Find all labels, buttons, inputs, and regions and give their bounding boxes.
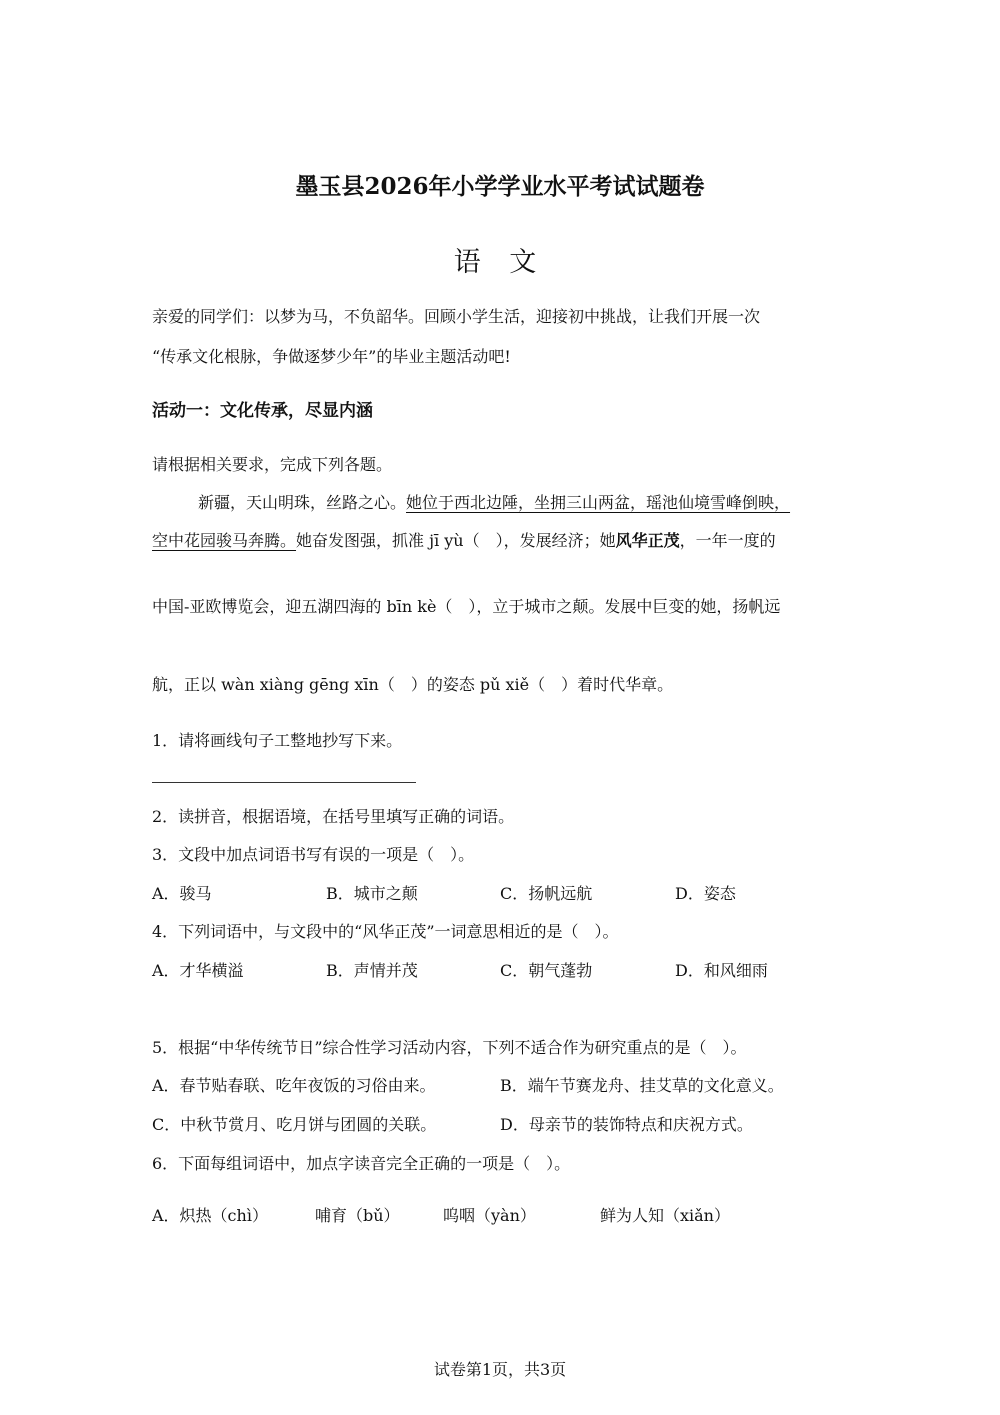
q5-option-b: B．端午节赛龙舟、挂艾草的文化意义。 — [500, 1076, 784, 1095]
q4-option-a: A．才华横溢 — [152, 961, 244, 980]
passage-text: 新疆，天山明珠，丝路之心。 — [198, 493, 407, 512]
q3-option-a: A．骏马 — [152, 884, 212, 903]
bold-phrase: 风华正茂 — [615, 531, 680, 550]
q6-option-c: 呜咽（yàn） — [443, 1206, 536, 1225]
underlined-sentence: 她位于西北边陲，坐拥三山两盆，瑶池仙境雪峰倒映， — [406, 493, 791, 512]
question-5: 5．根据“中华传统节日”综合性学习活动内容，下列不适合作为研究重点的是（ ）。 — [152, 1038, 747, 1057]
passage-line-4: 航，正以 wàn xiàng gēng xīn（ ）的姿态 pǔ xiě（ ）着时代华章。 — [152, 675, 674, 694]
question-2: 2．读拼音，根据语境，在括号里填写正确的词语。 — [152, 807, 515, 826]
intro-line-2: “传承文化根脉，争做逐梦少年”的毕业主题活动吧! — [152, 347, 511, 366]
passage-line-2 — [152, 528, 776, 551]
q3-option-c: C．扬帆远航 — [500, 884, 593, 903]
exam-title: 墨玉县2026年小学学业水平考试试题卷 — [295, 173, 705, 200]
q3-option-b: B．城市之颠 — [326, 884, 418, 903]
passage-text: 她奋发图强，抓准 jī yù（ ），发展经济；她 — [296, 531, 616, 550]
passage-line-1 — [198, 490, 790, 513]
intro-line-1: 亲爱的同学们：以梦为马，不负韶华。回顾小学生活，迎接初中挑战，让我们开展一次 — [152, 307, 761, 326]
subject-title: 语 文 — [453, 247, 547, 278]
underlined-sentence-end: 空中花园骏马奔腾。 — [152, 531, 297, 550]
question-3: 3．文段中加点词语书写有误的一项是（ ）。 — [152, 845, 475, 864]
activity-heading: 活动一：文化传承，尽显内涵 — [152, 401, 373, 421]
q4-option-d: D．和风细雨 — [675, 961, 768, 980]
question-6: 6．下面每组词语中，加点字读音完全正确的一项是（ ）。 — [152, 1154, 571, 1173]
question-4: 4．下列词语中，与文段中的“风华正茂”一词意思相近的是（ ）。 — [152, 922, 619, 941]
q4-option-b: B．声情并茂 — [326, 961, 418, 980]
q5-option-c: C．中秋节赏月、吃月饼与团圆的关联。 — [152, 1115, 437, 1134]
passage-text: ，一年一度的 — [679, 531, 776, 550]
answer-line — [152, 782, 416, 783]
q6-option-a: A．炽热（chì） — [152, 1206, 268, 1225]
q5-option-d: D．母亲节的装饰特点和庆祝方式。 — [500, 1115, 753, 1134]
question-1: 1．请将画线句子工整地抄写下来。 — [152, 731, 403, 750]
q4-option-c: C．朝气蓬勃 — [500, 961, 593, 980]
q6-option-d: 鲜为人知（xiǎn） — [600, 1206, 730, 1225]
q6-option-b: 哺育（bǔ） — [315, 1206, 400, 1225]
passage-line-3: 中国-亚欧博览会，迎五湖四海的 bīn kè（ ），立于城市之颠。发展中巨变的她，扬帆远 — [152, 597, 781, 616]
page-footer: 试卷第1页，共3页 — [433, 1360, 567, 1379]
instruction-text: 请根据相关要求，完成下列各题。 — [152, 455, 393, 474]
q5-option-a: A．春节贴春联、吃年夜饭的习俗由来。 — [152, 1076, 436, 1095]
q3-option-d: D．姿态 — [675, 884, 736, 903]
